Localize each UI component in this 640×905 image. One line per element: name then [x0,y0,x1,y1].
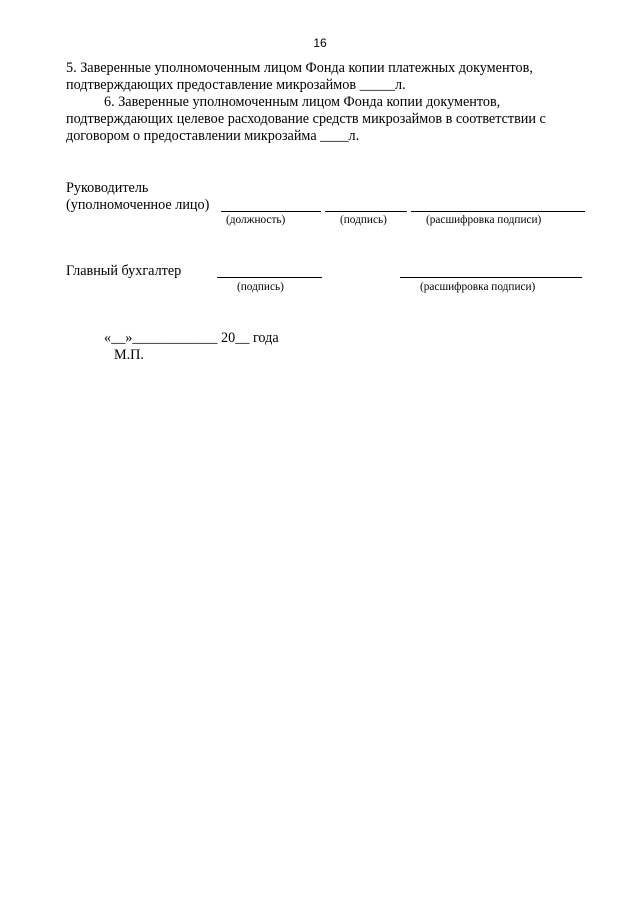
position-caption: (должность) [226,214,286,226]
item6-line3: договором о предоставлении микрозайма ____л. [66,128,360,144]
accountant-decoding-caption: (расшифровка подписи) [420,281,536,293]
item5-line2: подтверждающих предоставление микрозаймов _____л. [66,77,406,93]
head-label-line2: (уполномоченное лицо) [66,197,210,213]
item6-line1: 6. Заверенные уполномоченным лицом Фонда копии документов, [104,94,501,110]
position-line [221,211,321,212]
accountant-signature-line [217,277,322,278]
signature-caption: (подпись) [340,214,387,226]
decoding-line [411,211,585,212]
accountant-decoding-line [400,277,582,278]
date-line: «__»____________ 20__ года [104,330,279,346]
signature-line [325,211,407,212]
decoding-caption: (расшифровка подписи) [426,214,542,226]
accountant-label: Главный бухгалтер [66,263,182,279]
item5-line1: 5. Заверенные уполномоченным лицом Фонда копии платежных документов, [66,60,533,76]
page-number: 16 [313,36,327,50]
seal-mark: М.П. [114,347,144,363]
head-label-line1: Руководитель [66,180,149,196]
item6-line2: подтверждающих целевое расходование средств микрозаймов в соответствии с [66,111,546,127]
accountant-signature-caption: (подпись) [237,281,284,293]
